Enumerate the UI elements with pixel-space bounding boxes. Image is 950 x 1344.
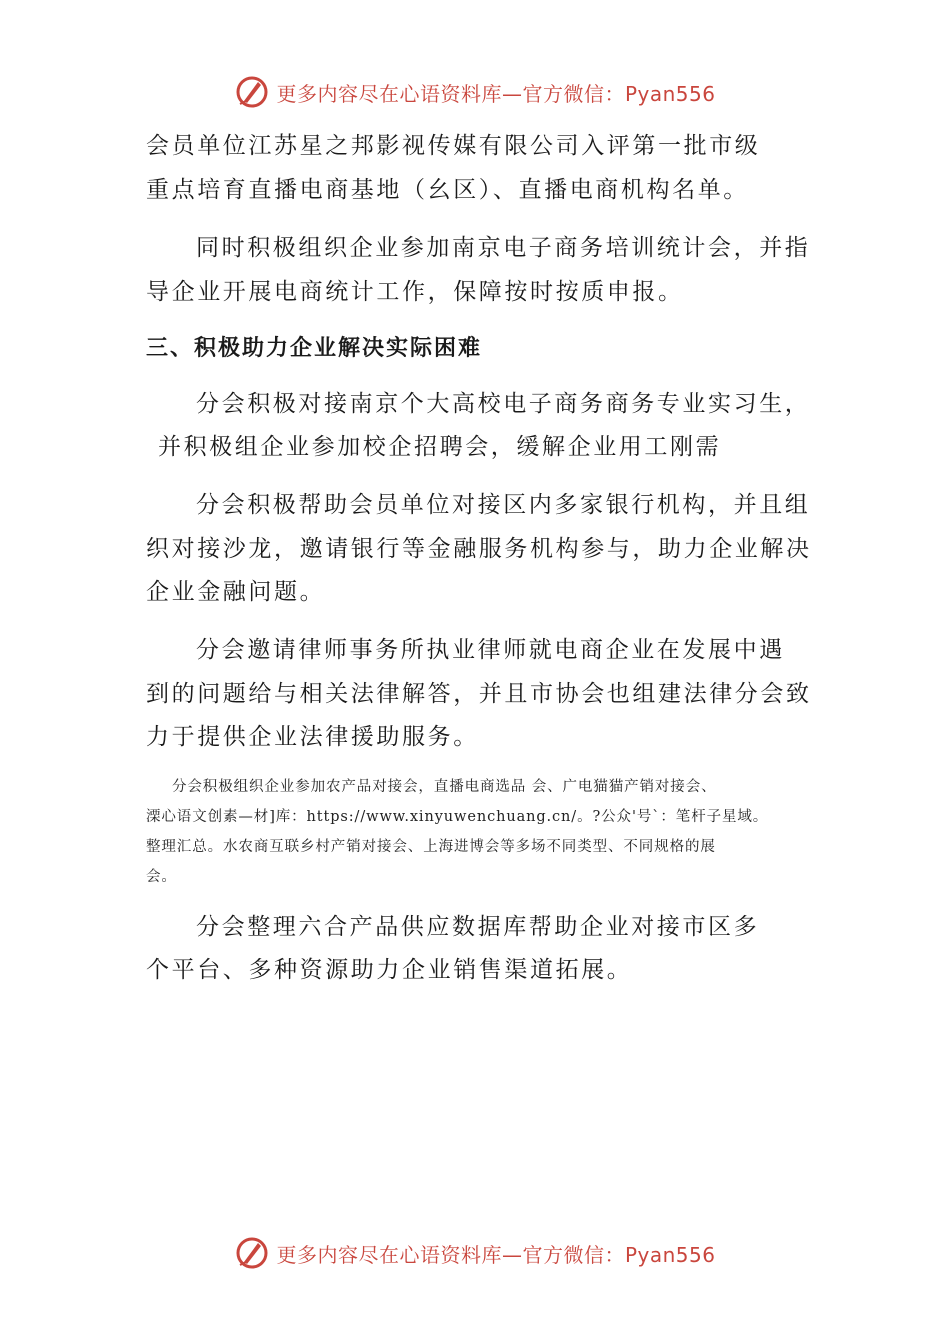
paragraph-line: 同时积极组织企业参加南京电子商务培训统计会，并指 bbox=[196, 235, 811, 261]
paragraph-line: 分会邀请律师事务所执业律师就电商企业在发展中遇 bbox=[196, 637, 785, 663]
paragraph-line: 织对接沙龙，邀请银行等金融服务机构参与，助力企业解决 bbox=[146, 536, 812, 562]
quill-circle-icon bbox=[234, 74, 270, 110]
paragraph-line: 到的问题给与相关法律解答，并且市协会也组建法律分会致 bbox=[146, 681, 812, 707]
banner-text: 更多内容尽在心语资料库—官方微信：Pyan556 bbox=[276, 81, 716, 106]
small-print-line: 整理汇总。水农商互联乡村产销对接会、上海进博会等多场不同类型、不同规格的展 bbox=[146, 839, 716, 855]
footer-banner bbox=[0, 1231, 950, 1275]
quill-circle-icon bbox=[234, 1235, 270, 1271]
banner-text: 更多内容尽在心语资料库—官方微信：Pyan556 bbox=[276, 1242, 716, 1267]
paragraph-line: 力于提供企业法律援助服务。 bbox=[146, 724, 479, 750]
paragraph-line: 重点培育直播电商基地（幺区）、直播电商机构名单。 bbox=[146, 177, 749, 203]
small-print-line: 溧心语文创素—材]库：https://www.xinyuwenchuang.cn/。?公众'号`：笔杆子星域。 bbox=[146, 809, 769, 825]
header-banner bbox=[0, 70, 950, 114]
paragraph-line: 分会积极帮助会员单位对接区内多家银行机构，并且组 bbox=[196, 492, 811, 518]
paragraph-line: 分会整理六合产品供应数据库帮助企业对接市区多 bbox=[196, 914, 760, 940]
section-heading: 三、积极助力企业解决实际困难 bbox=[146, 336, 483, 361]
paragraph-line: 分会积极对接南京个大高校电子商务商务专业实习生， bbox=[196, 391, 811, 417]
paragraph-line: 并积极组企业参加校企招聘会，缓解企业用工刚需 bbox=[158, 434, 722, 460]
paragraph-line: 企业金融问题。 bbox=[146, 579, 326, 605]
paragraph-line: 会员单位江苏星之邦影视传媒有限公司入评第一批市级 bbox=[146, 133, 761, 159]
paragraph-line: 导企业开展电商统计工作，保障按时按质申报。 bbox=[146, 279, 684, 305]
paragraph-line: 个平台、多种资源助力企业销售渠道拓展。 bbox=[146, 957, 633, 983]
small-print-line: 会。 bbox=[146, 869, 177, 885]
small-print-line: 分会积极组织企业参加农产品对接会，直播电商选品 会、广电猫猫产销对接会、 bbox=[172, 779, 717, 795]
